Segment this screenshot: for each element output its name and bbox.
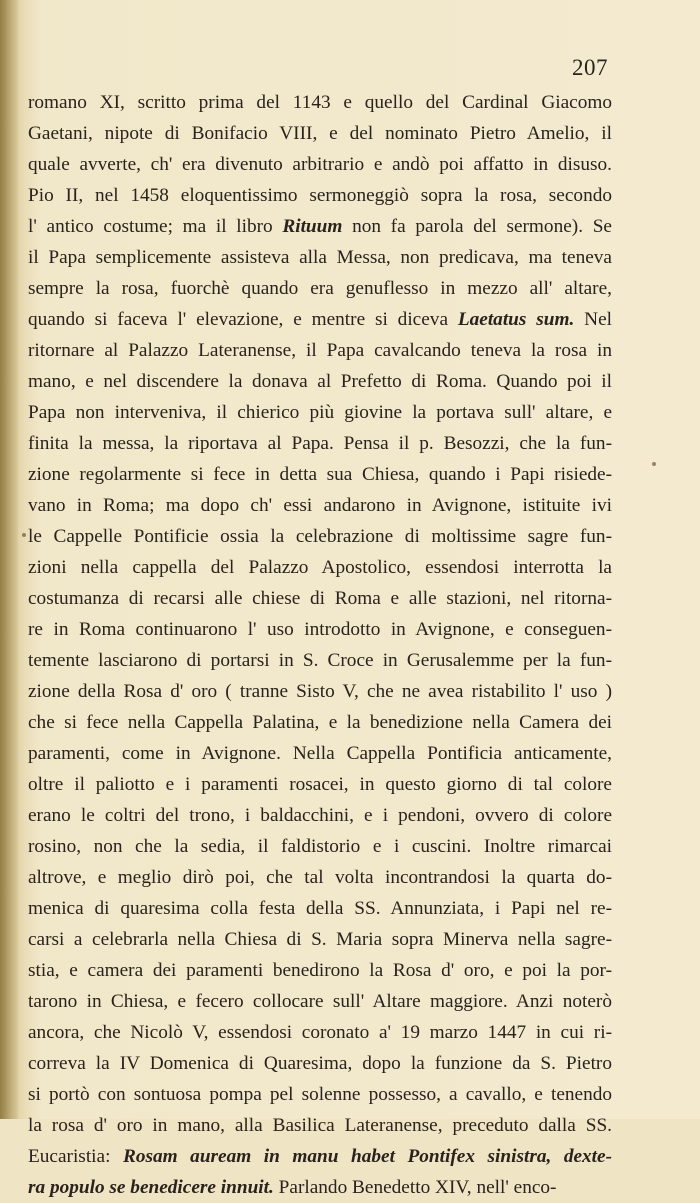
- text-line: le Cappelle Pontificie ossia la celebrazione di moltissime sagre fun-: [28, 526, 612, 547]
- text-line: re in Roma continuarono l' uso introdotto in Avignone, e conseguen-: [28, 619, 612, 640]
- text-line: costumanza di recarsi alle chiese di Roma e alle stazioni, nel ritorna-: [28, 588, 612, 609]
- text-line: zione regolarmente si fece in detta sua Chiesa, quando i Papi risiede-: [28, 464, 612, 485]
- text-line: Pio II, nel 1458 eloquentissimo sermoneggiò sopra la rosa, secondo: [28, 185, 612, 206]
- text-line: quale avverte, ch' era divenuto arbitrario e andò poi affatto in disuso.: [28, 154, 612, 175]
- text-line: altrove, e meglio dirò poi, che tal volta incontrandosi la quarta do-: [28, 867, 612, 888]
- text-line: rosino, non che la sedia, il faldistorio e i cuscini. Inoltre rimarcai: [28, 836, 612, 857]
- body-text: [28, 87, 612, 1203]
- text-line: zioni nella cappella del Palazzo Apostolico, essendosi interrotta la: [28, 557, 612, 578]
- text-line: temente lasciarono di portarsi in S. Croce in Gerusalemme per la fun-: [28, 650, 612, 671]
- text-line: Gaetani, nipote di Bonifacio VIII, e del nominato Pietro Amelio, il: [28, 123, 612, 144]
- text-line: l' antico costume; ma il libro Rituum non fa parola del sermone). Se: [28, 216, 612, 237]
- text-line: la rosa d' oro in mano, alla Basilica Lateranense, preceduto dalla SS.: [28, 1115, 612, 1136]
- text-line: oltre il paliotto e i paramenti rosacei, in questo giorno di tal colore: [28, 774, 612, 795]
- text-line: romano XI, scritto prima del 1143 e quello del Cardinal Giacomo: [28, 92, 612, 113]
- text-line: Papa non interveniva, il chierico più giovine la portava sull' altare, e: [28, 402, 612, 423]
- page-number: 207: [572, 55, 608, 80]
- text-line: ra populo se benedicere innuit. Parlando Benedetto XIV, nell' enco-: [28, 1177, 557, 1198]
- page-gutter-shadow: [0, 0, 18, 1119]
- text-line: il Papa semplicemente assisteva alla Messa, non predicava, ma teneva: [28, 247, 612, 268]
- italic-latin-phrase: Laetatus sum.: [457, 309, 575, 330]
- italic-latin-phrase: ra populo se benedicere innuit.: [28, 1177, 274, 1198]
- text-line: mano, e nel discendere la donava al Prefetto di Roma. Quando poi il: [28, 371, 612, 392]
- text-line: zione della Rosa d' oro ( tranne Sisto V, che ne avea ristabilito l' uso ): [28, 681, 612, 702]
- text-line: paramenti, come in Avignone. Nella Cappella Pontificia anticamente,: [28, 743, 612, 764]
- paper-speck: [22, 533, 26, 537]
- text-line: Eucaristia: Rosam auream in manu habet Pontifex sinistra, dexte-: [28, 1146, 613, 1167]
- text-line: quando si faceva l' elevazione, e mentre si diceva Laetatus sum. Nel: [28, 309, 612, 330]
- text-line: finita la messa, la riportava al Papa. Pensa il p. Besozzi, che la fun-: [28, 433, 612, 454]
- text-line: ancora, che Nicolò V, essendosi coronato a' 19 marzo 1447 in cui ri-: [28, 1022, 612, 1043]
- text-line: erano le coltri del trono, i baldacchini, e i pendoni, ovvero di colore: [28, 805, 612, 826]
- text-line: vano in Roma; ma dopo ch' essi andarono in Avignone, istituite ivi: [28, 495, 612, 516]
- text-line: sempre la rosa, fuorchè quando era genuflesso in mezzo all' altare,: [28, 278, 612, 299]
- text-line: ritornare al Palazzo Lateranense, il Papa cavalcando teneva la rosa in: [28, 340, 612, 361]
- italic-latin-phrase: Rosam auream in manu habet Pontifex sinistra, dexte-: [123, 1146, 613, 1167]
- text-line: carsi a celebrarla nella Chiesa di S. Maria sopra Minerva nella sagre-: [28, 929, 612, 950]
- paper-speck: [652, 462, 656, 466]
- text-line: stia, e camera dei paramenti benedirono la Rosa d' oro, e poi la por-: [28, 960, 612, 981]
- text-line: si portò con sontuosa pompa pel solenne possesso, a cavallo, e tenendo: [28, 1084, 612, 1105]
- text-line: che si fece nella Cappella Palatina, e la benedizione nella Camera dei: [28, 712, 612, 733]
- italic-latin-phrase: Rituum: [282, 216, 343, 237]
- text-line: tarono in Chiesa, e fecero collocare sull' Altare maggiore. Anzi noterò: [28, 991, 612, 1012]
- text-line: correva la IV Domenica di Quaresima, dopo la funzione da S. Pietro: [28, 1053, 612, 1074]
- text-line: menica di quaresima colla festa della SS. Annunziata, i Papi nel re-: [28, 898, 612, 919]
